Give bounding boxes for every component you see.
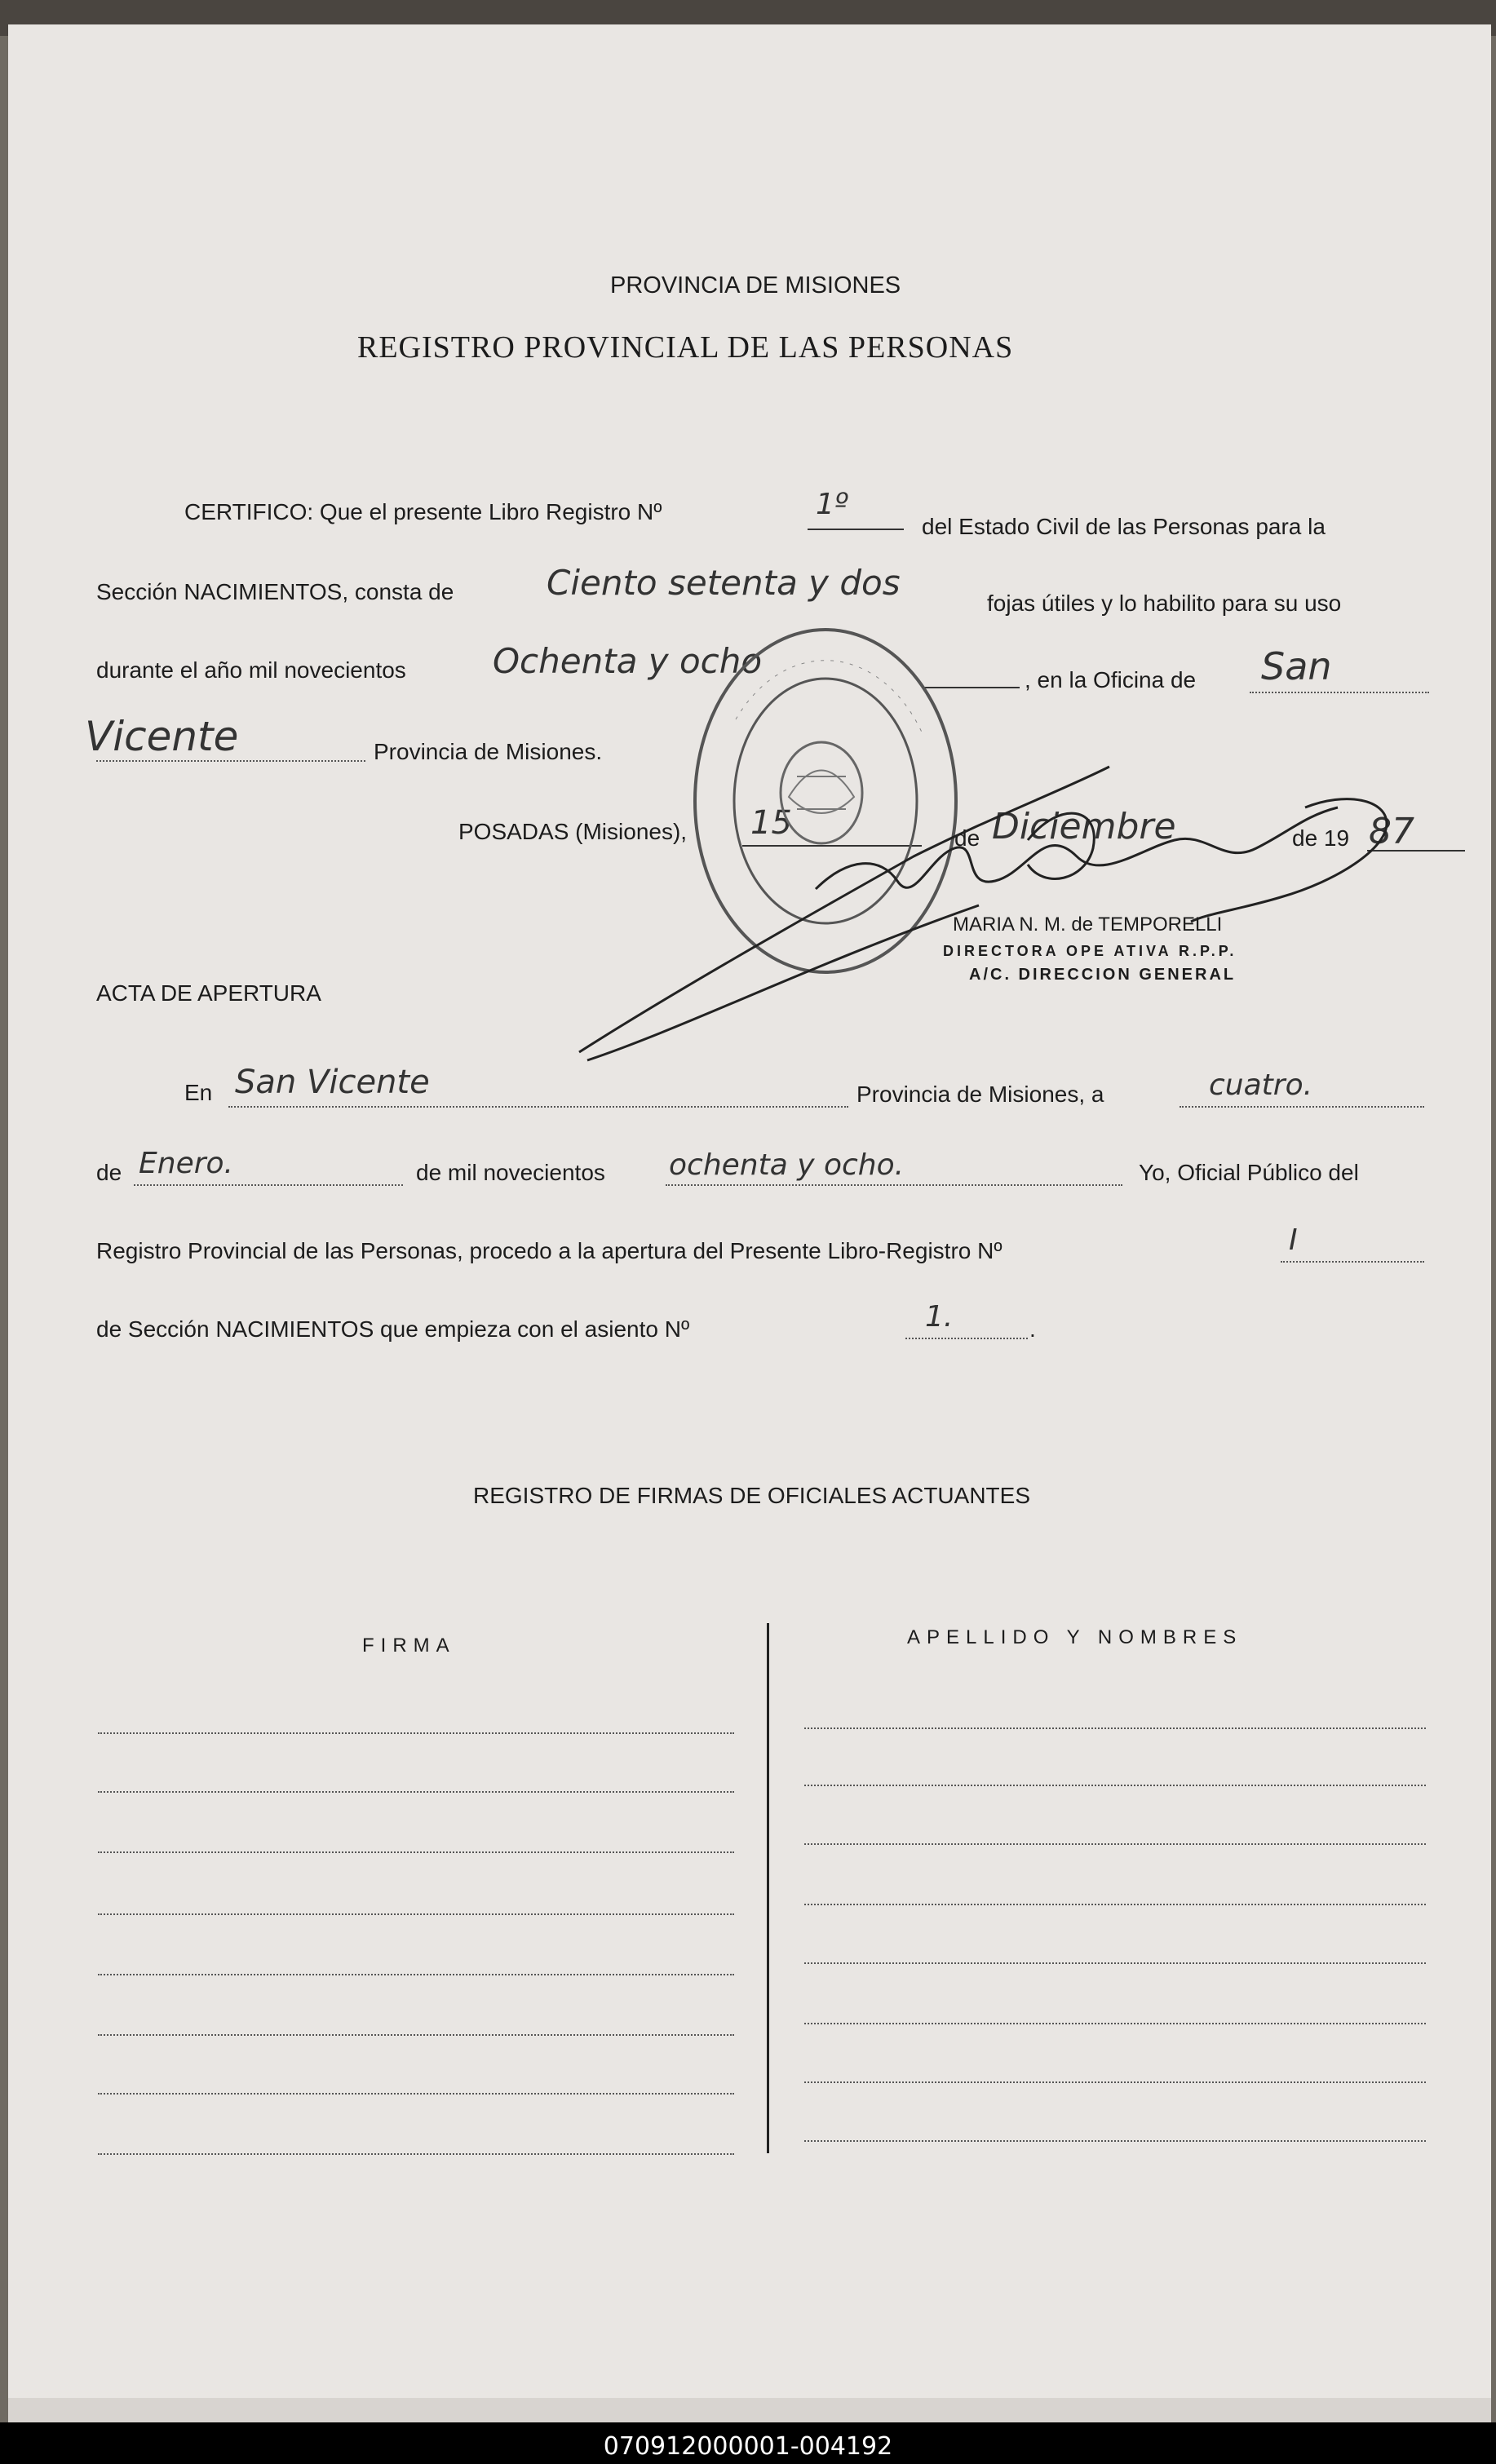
cert-place-date: POSADAS (Misiones), bbox=[458, 819, 688, 844]
apellido-line bbox=[804, 1785, 1426, 1786]
sheet-bottom-edge bbox=[8, 2398, 1491, 2422]
cert-year-words: Ochenta y ocho bbox=[493, 641, 763, 681]
acta-book-dots bbox=[1281, 1261, 1424, 1263]
firma-line bbox=[98, 1791, 734, 1793]
cert-de: de bbox=[954, 825, 980, 851]
cert-office-b: Vicente bbox=[85, 713, 239, 760]
acta-month: Enero. bbox=[139, 1147, 233, 1180]
apellido-line bbox=[804, 1727, 1426, 1729]
signatory-dept: A/C. DIRECCION GENERAL bbox=[969, 966, 1237, 984]
column-divider bbox=[767, 1623, 769, 2153]
apellido-line bbox=[804, 2081, 1426, 2083]
cert-line4: Provincia de Misiones. bbox=[374, 739, 603, 764]
firma-line bbox=[98, 1732, 734, 1734]
acta-book-no: I bbox=[1289, 1223, 1298, 1257]
firma-line bbox=[98, 2093, 734, 2095]
acta-period: . bbox=[1029, 1316, 1036, 1342]
cert-folios: Ciento setenta y dos bbox=[547, 563, 901, 603]
document-sheet bbox=[8, 24, 1491, 2422]
firma-line bbox=[98, 2034, 734, 2036]
acta-year-dots bbox=[666, 1184, 1122, 1186]
acta-place-dots bbox=[228, 1106, 848, 1108]
cert-office-a: San bbox=[1261, 644, 1332, 688]
acta-day-words: cuatro. bbox=[1209, 1068, 1313, 1102]
document-code: 070912000001-004192 bbox=[603, 2432, 893, 2461]
acta-line4: de Sección NACIMIENTOS que empieza con el asiento Nº bbox=[96, 1316, 690, 1342]
signatory-name: MARIA N. M. de TEMPORELLI bbox=[953, 913, 1223, 936]
cert-line1-b: del Estado Civil de las Personas para la bbox=[922, 514, 1326, 539]
cert-month: Diciembre bbox=[992, 806, 1176, 847]
acta-title: ACTA DE APERTURA bbox=[96, 980, 321, 1006]
acta-en: En bbox=[184, 1080, 213, 1105]
apellido-line bbox=[804, 1962, 1426, 1964]
acta-mil: de mil novecientos bbox=[416, 1160, 605, 1185]
acta-place: San Vicente bbox=[235, 1064, 430, 1101]
firma-line bbox=[98, 1913, 734, 1915]
apellido-column-header: APELLIDO Y NOMBRES bbox=[907, 1626, 1243, 1648]
cert-line2-b: fojas útiles y lo habilito para su uso bbox=[987, 591, 1342, 616]
cert-line3-b: , en la Oficina de bbox=[1025, 667, 1197, 692]
acta-month-dots bbox=[134, 1184, 403, 1186]
cert-line2-a: Sección NACIMIENTOS, consta de bbox=[96, 579, 454, 604]
cert-book-no-line bbox=[808, 529, 904, 530]
acta-de: de bbox=[96, 1160, 122, 1185]
cert-year-digits: 87 bbox=[1369, 811, 1414, 852]
apellido-line bbox=[804, 1904, 1426, 1905]
apellido-line bbox=[804, 2140, 1426, 2142]
province-heading: PROVINCIA DE MISIONES bbox=[610, 272, 901, 299]
firma-column-header: FIRMA bbox=[362, 1635, 456, 1657]
cert-book-no: 1º bbox=[816, 488, 848, 521]
firma-line bbox=[98, 2153, 734, 2155]
acta-day-dots bbox=[1180, 1106, 1424, 1108]
acta-entry-no: 1. bbox=[925, 1300, 954, 1334]
acta-prov: Provincia de Misiones, a bbox=[856, 1082, 1104, 1107]
cert-office-b-dots bbox=[96, 760, 365, 762]
cert-office-dots bbox=[1250, 692, 1429, 693]
cert-line1-a: CERTIFICO: Que el presente Libro Registro Nº bbox=[184, 499, 662, 524]
firma-line bbox=[98, 1851, 734, 1853]
firma-line bbox=[98, 1974, 734, 1975]
signatures-title: REGISTRO DE FIRMAS DE OFICIALES ACTUANTES bbox=[473, 1483, 1030, 1508]
cert-day: 15 bbox=[750, 804, 792, 842]
acta-yo: Yo, Oficial Público del bbox=[1139, 1160, 1359, 1185]
acta-entry-dots bbox=[905, 1338, 1028, 1339]
signatory-role: DIRECTORA OPE ATIVA R.P.P. bbox=[943, 943, 1237, 959]
cert-line3-a: durante el año mil novecientos bbox=[96, 657, 406, 683]
apellido-line bbox=[804, 1843, 1426, 1845]
registry-heading: REGISTRO PROVINCIAL DE LAS PERSONAS bbox=[357, 330, 1014, 365]
acta-year-words: ochenta y ocho. bbox=[669, 1148, 905, 1182]
cert-de19: de 19 bbox=[1292, 825, 1350, 851]
acta-line3: Registro Provincial de las Personas, procedo a la apertura del Presente Libro-Registro Nº bbox=[96, 1238, 1002, 1263]
apellido-line bbox=[804, 2023, 1426, 2024]
